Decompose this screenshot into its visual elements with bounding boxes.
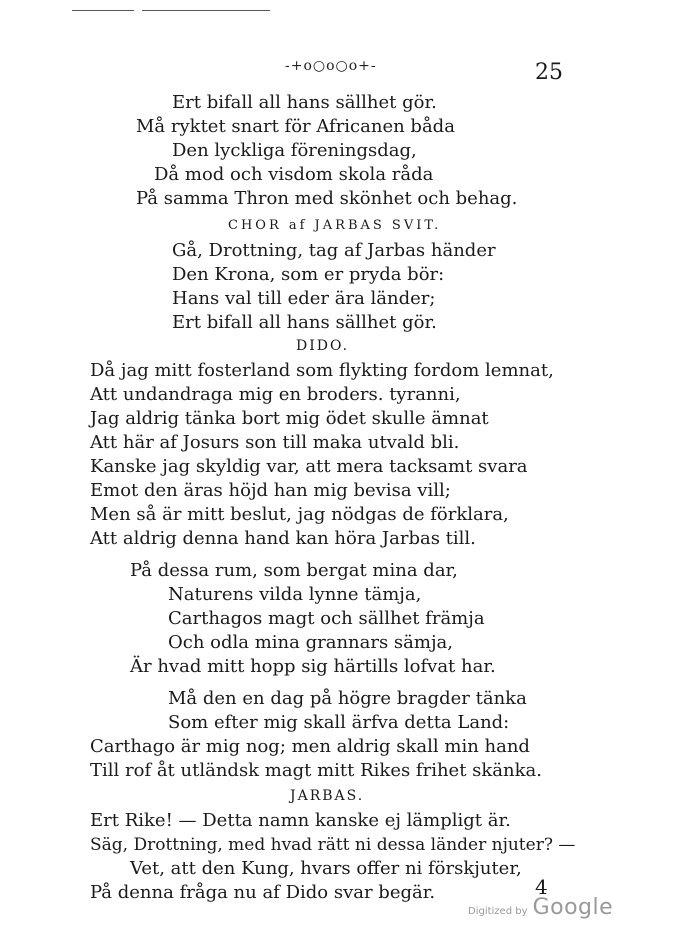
verse-line: Kanske jag skyldig var, att mera tacksamt svara <box>90 456 528 477</box>
verse-line: Vet, att den Kung, hvars offer ni förskjuter, <box>130 858 522 879</box>
dido-heading: DIDO. <box>296 338 350 354</box>
watermark-prefix: Digitized by <box>468 906 528 917</box>
verse-line: Må den en dag på högre bragder tänka <box>168 688 527 709</box>
verse-line: Då mod och visdom skola råda <box>154 164 434 185</box>
google-logo: Google <box>532 895 614 920</box>
verse-line: Säg, Drottning, med hvad rätt ni dessa länder njuter? — <box>90 835 576 855</box>
verse-line: Men så är mitt beslut, jag nödgas de förklara, <box>90 504 509 525</box>
verse-line: På dessa rum, som bergat mina dar, <box>130 560 458 581</box>
verse-line: Ert Rike! — Detta namn kanske ej lämpligt är. <box>90 810 511 831</box>
page-number: 25 <box>535 60 563 85</box>
signature-mark: 4 <box>535 875 548 899</box>
verse-line: Till rof åt utländsk magt mitt Rikes frihet skänka. <box>90 760 542 781</box>
jarbas-heading: JARBAS. <box>290 788 365 804</box>
verse-line: Carthago är mig nog; men aldrig skall min hand <box>90 736 530 757</box>
header-ornament: -+o○o○o+- <box>285 58 377 74</box>
verse-line: Som efter mig skall ärfva detta Land: <box>168 712 510 733</box>
verse-line: Är hvad mitt hopp sig härtills lofvat har. <box>130 656 496 677</box>
top-rule-left <box>72 10 134 11</box>
verse-line: På denna fråga nu af Dido svar begär. <box>90 882 436 903</box>
verse-line: Att här af Josurs son till maka utvald bli. <box>90 432 460 453</box>
verse-line: Den lyckliga föreningsdag, <box>172 140 417 161</box>
verse-line: Då jag mitt fosterland som flykting fordom lemnat, <box>90 360 554 381</box>
verse-line: Att undandraga mig en broders. tyranni, <box>90 384 461 405</box>
verse-line: Carthagos magt och sällhet främja <box>168 608 485 629</box>
chorus-heading: CHOR af JARBAS SVIT. <box>228 218 442 233</box>
verse-line: Ert bifall all hans sällhet gör. <box>172 312 437 333</box>
verse-line: Och odla mina grannars sämja, <box>168 632 454 653</box>
verse-line: Den Krona, som er pryda bör: <box>172 264 445 285</box>
verse-line: Emot den äras höjd han mig bevisa vill; <box>90 480 451 501</box>
verse-line: Må ryktet snart för Africanen båda <box>136 116 455 137</box>
verse-line: Ert bifall all hans sällhet gör. <box>172 92 437 113</box>
verse-line: På samma Thron med skönhet och behag. <box>136 188 518 209</box>
digitized-watermark <box>468 895 613 920</box>
verse-line: Gå, Drottning, tag af Jarbas händer <box>172 240 496 261</box>
verse-line: Naturens vilda lynne tämja, <box>168 584 422 605</box>
verse-line: Att aldrig denna hand kan höra Jarbas till. <box>90 528 476 549</box>
verse-line: Jag aldrig tänka bort mig ödet skulle ämnat <box>90 408 489 429</box>
top-rule-right <box>142 10 270 11</box>
verse-line: Hans val till eder ära länder; <box>172 288 436 309</box>
